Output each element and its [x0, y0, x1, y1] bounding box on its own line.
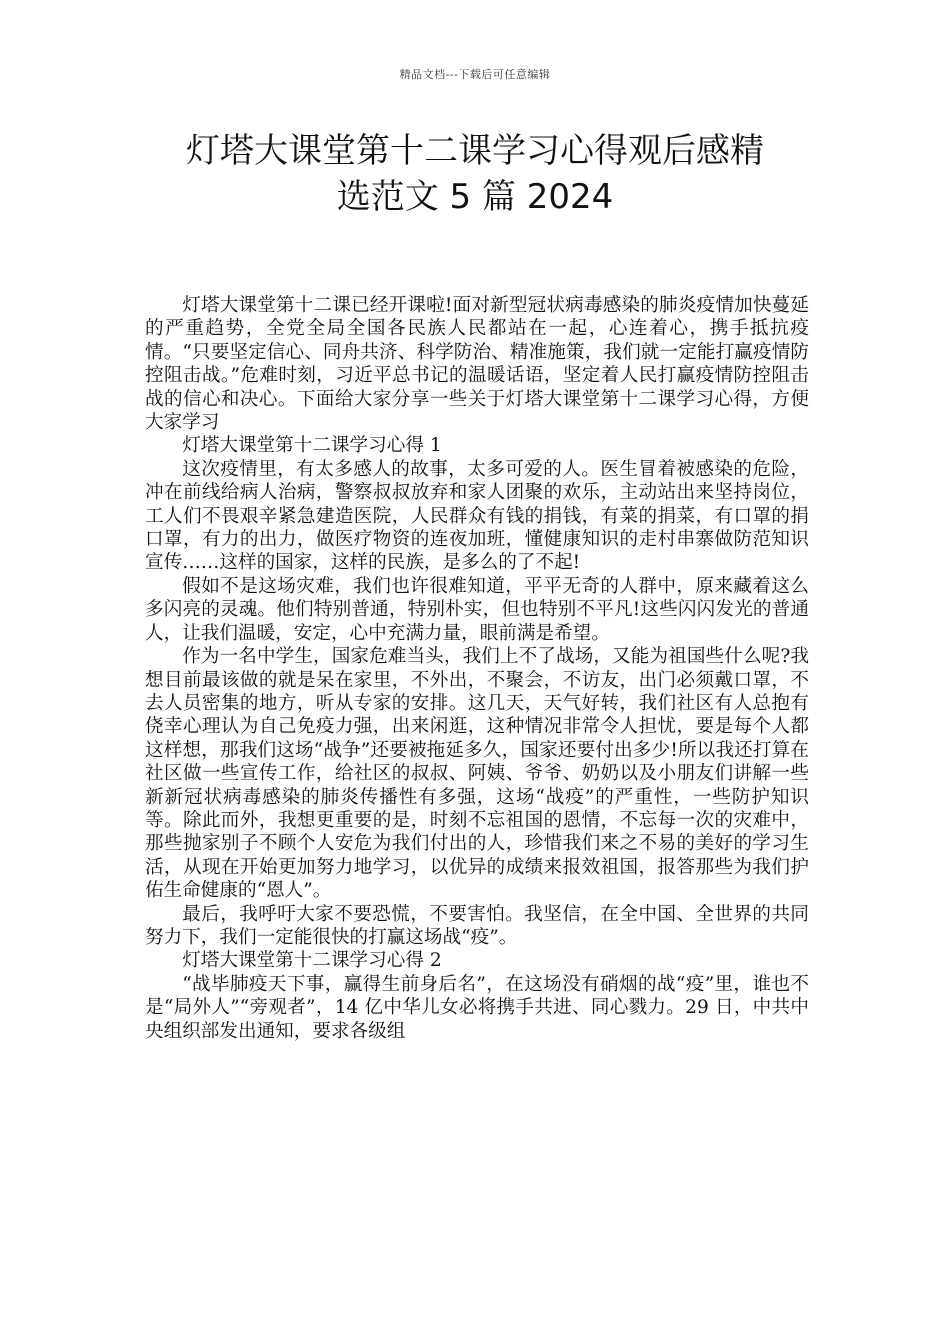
body-paragraph: 作为一名中学生，国家危难当头，我们上不了战场，又能为祖国些什么呢?我想目前最该做的就是呆在家里，不外出，不聚会，不访友，出门必须戴口罩，不去人员密集的地方，听从专家的安排。这几天，天气好转，我们社区有人总抱有侥幸心理认为自己免疫力强，出来闲逛，这种情况非常令人担忧，要是每个人都这样想，那我们这场“战争”还要被拖延多久，国家还要付出多少!所以我还打算在社区做一些宣传工作，给社区的叔叔、阿姨、爷爷、奶奶以及小朋友们讲解一些新新冠状病毒感染的肺炎传播性有多强，这场“战疫”的严重性，一些防护知识等。除此而外，我想更重要的是，时刻不忘祖国的恩情，不忘每一次的灾难中，那些抛家别子不顾个人安危为我们付出的人，珍惜我们来之不易的美好的学习生活，从现在开始更加努力地学习，以优异的成绩来报效祖国，报答那些为我们护佑生命健康的“恩人”。	[145, 646, 809, 902]
body-paragraph: 这次疫情里，有太多感人的故事，太多可爱的人。医生冒着被感染的危险，冲在前线给病人治病，警察叔叔放弃和家人团聚的欢乐，主动站出来坚持岗位，工人们不畏艰辛紧急建造医院，人民群众有钱的捐钱，有菜的捐菜，有口罩的捐口罩，有力的出力，做医疗物资的连夜加班，懂健康知识的走村串寨做防范知识宣传……这样的国家，这样的民族，是多么的了不起!	[145, 458, 809, 574]
document-body	[145, 294, 809, 1043]
document-title	[100, 128, 850, 220]
body-paragraph: 假如不是这场灾难，我们也许很难知道，平平无奇的人群中，原来藏着这么多闪亮的灵魂。他们特别普通，特别朴实，但也特别不平凡!这些闪闪发光的普通人，让我们温暖，安定，心中充满力量，眼前满是希望。	[145, 575, 809, 644]
body-paragraph: “战毕肺疫天下事，赢得生前身后名”，在这场没有硝烟的战“疫”里，谁也不是“局外人”“旁观者”，14 亿中华儿女必将携手共进、同心戮力。29 日，中共中央组织部发出通知，要求各级组	[145, 973, 809, 1042]
header-note: 精品文档---下载后可任意编辑	[399, 68, 551, 81]
title-line-2: 选范文 5 篇 2024	[336, 177, 614, 217]
title-line-1: 灯塔大课堂第十二课学习心得观后感精	[186, 131, 764, 171]
intro-paragraph: 灯塔大课堂第十二课已经开课啦!面对新型冠状病毒感染的肺炎疫情加快蔓延的严重趋势，全党全局全国各民族人民都站在一起，心连着心，携手抵抗疫情。“只要坚定信心、同舟共济、科学防治、精准施策，我们就一定能打赢疫情防控阻击战。”危难时刻，习近平总书记的温暖话语，坚定着人民打赢疫情防控阻击战的信心和决心。下面给大家分享一些关于灯塔大课堂第十二课学习心得，方便大家学习	[145, 295, 809, 434]
section-heading-1: 灯塔大课堂第十二课学习心得 1	[182, 435, 442, 457]
section-heading-2: 灯塔大课堂第十二课学习心得 2	[182, 950, 442, 972]
body-paragraph: 最后，我呼吁大家不要恐慌，不要害怕。我坚信，在全中国、全世界的共同努力下，我们一定能很快的打赢这场战“疫”。	[145, 903, 809, 948]
